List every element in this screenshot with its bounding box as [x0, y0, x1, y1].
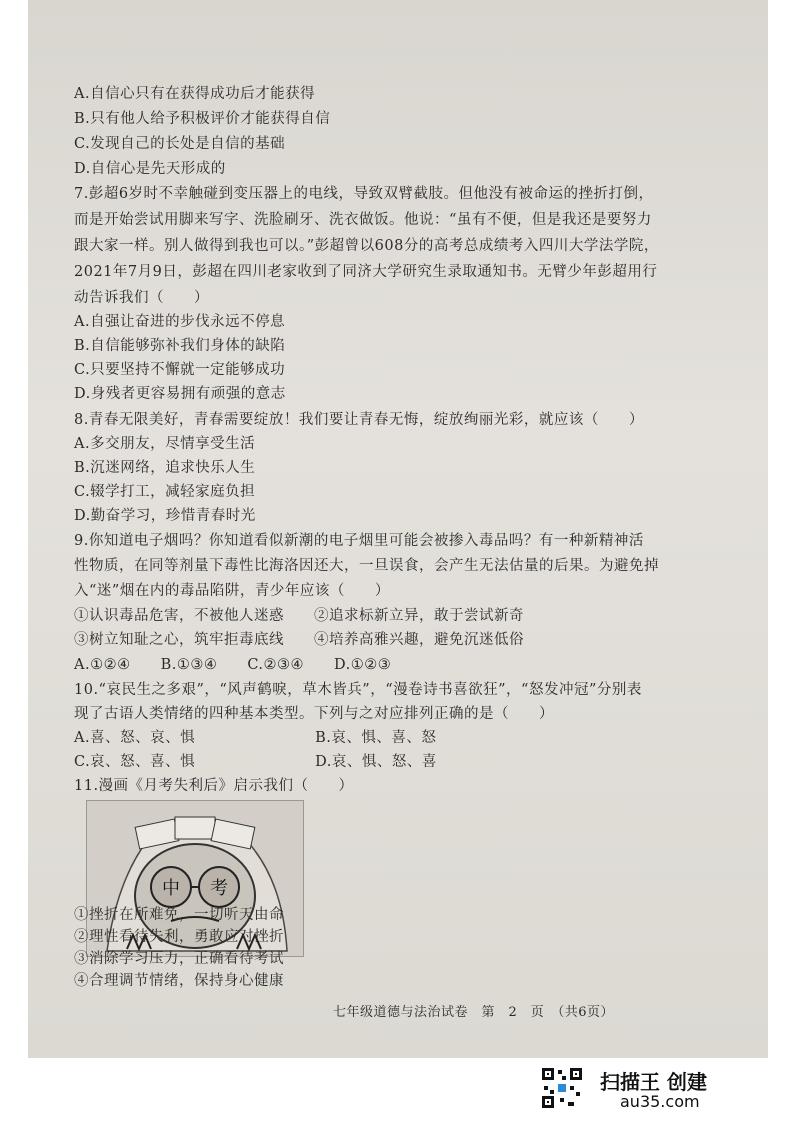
q10-options: C.哀、怒、喜、惧 D.哀、惧、怒、喜 [74, 754, 437, 770]
q8-option-a: A.多交朋友，尽情享受生活 [74, 436, 256, 452]
q7-stem-line: 7.彭超6岁时不幸触碰到变压器上的电线，导致双臂截肢。但他没有被命运的挫折打倒， [74, 186, 654, 202]
q10-options: A.喜、怒、哀、惧 B.哀、惧、喜、怒 [74, 730, 437, 746]
scanned-exam-page [28, 0, 768, 1058]
q10-stem-line: 现了古语人类情绪的四种基本类型。下列与之对应排列正确的是（ ） [74, 706, 554, 722]
q7-option-a: A.自强让奋进的步伐永远不停息 [74, 314, 286, 330]
q9-stem-line: 9.你知道电子烟吗？你知道看似新潮的电子烟里可能会被掺入毒品吗？有一种新精神活 [74, 533, 644, 549]
q8-stem: 8.青春无限美好，青春需要绽放！我们要让青春无悔，绽放绚丽光彩，就应该（ ） [74, 412, 644, 428]
q9-options: A.①②④ B.①③④ C.②③④ D.①②③ [74, 657, 392, 673]
q11-statement-4: ④合理调节情绪，保持身心健康 [74, 973, 284, 989]
page-footer: 七年级道德与法治试卷 第 2 页 （共6页） [333, 1005, 615, 1020]
q7-stem-line: 跟大家一样。别人做得到我也可以。”彭超曾以608分的高考总成绩考入四川大学法学院， [74, 238, 659, 254]
q7-stem-line: 2021年7月9日，彭超在四川老家收到了同济大学研究生录取通知书。无臂少年彭超用行 [74, 264, 658, 280]
scanner-watermark [540, 1066, 790, 1114]
q6-option-a: A.自信心只有在获得成功后才能获得 [74, 86, 316, 102]
q11-statement-1: ①挫折在所难免，一切听天由命 [74, 907, 284, 923]
q9-stem-line: 入“迷”烟在内的毒品陷阱，青少年应该（ ） [74, 583, 390, 599]
brand-title: 扫描王 创建 [600, 1070, 707, 1094]
q8-option-c: C.辍学打工，减轻家庭负担 [74, 484, 256, 500]
q7-option-d: D.身残者更容易拥有顽强的意志 [74, 386, 286, 402]
q11-statement-3: ③消除学习压力，正确看待考试 [74, 951, 284, 967]
cartoon-label-kao: 考 [210, 878, 228, 899]
q7-stem-line: 动告诉我们（ ） [74, 290, 209, 306]
q10-stem-line: 10.“哀民生之多艰”，“风声鹤唳，草木皆兵”，“漫卷诗书喜欲狂”，“怒发冲冠”分别表 [74, 682, 642, 698]
q7-option-b: B.自信能够弥补我们身体的缺陷 [74, 338, 286, 354]
brand-url: au35.com [620, 1092, 700, 1111]
q11-statement-2: ②理性看待失利，勇敢应对挫折 [74, 929, 284, 945]
q8-option-d: D.勤奋学习，珍惜青春时光 [74, 508, 256, 524]
q9-stem-line: 性物质，在同等剂量下毒性比海洛因还大，一旦误食，会产生无法估量的后果。为避免掉 [74, 558, 659, 574]
q6-option-b: B.只有他人给予积极评价才能获得自信 [74, 111, 331, 127]
q6-option-d: D.自信心是先天形成的 [74, 161, 226, 177]
q9-statements: ③树立知耻之心，筑牢拒毒底线 ④培养高雅兴趣，避免沉迷低俗 [74, 632, 524, 648]
cartoon-label-zhong: 中 [162, 878, 180, 899]
q7-option-c: C.只要坚持不懈就一定能够成功 [74, 362, 286, 378]
q8-option-b: B.沉迷网络，追求快乐人生 [74, 460, 256, 476]
qr-code-icon [540, 1066, 584, 1110]
q11-stem: 11.漫画《月考失利后》启示我们（ ） [74, 778, 354, 794]
q7-stem-line: 而是开始尝试用脚来写字、洗脸刷牙、洗衣做饭。他说：“虽有不便，但是我还是要努力 [74, 212, 652, 228]
q9-statements: ①认识毒品危害，不被他人迷惑 ②追求标新立异，敢于尝试新奇 [74, 608, 524, 624]
q6-option-c: C.发现自己的长处是自信的基础 [74, 136, 286, 152]
